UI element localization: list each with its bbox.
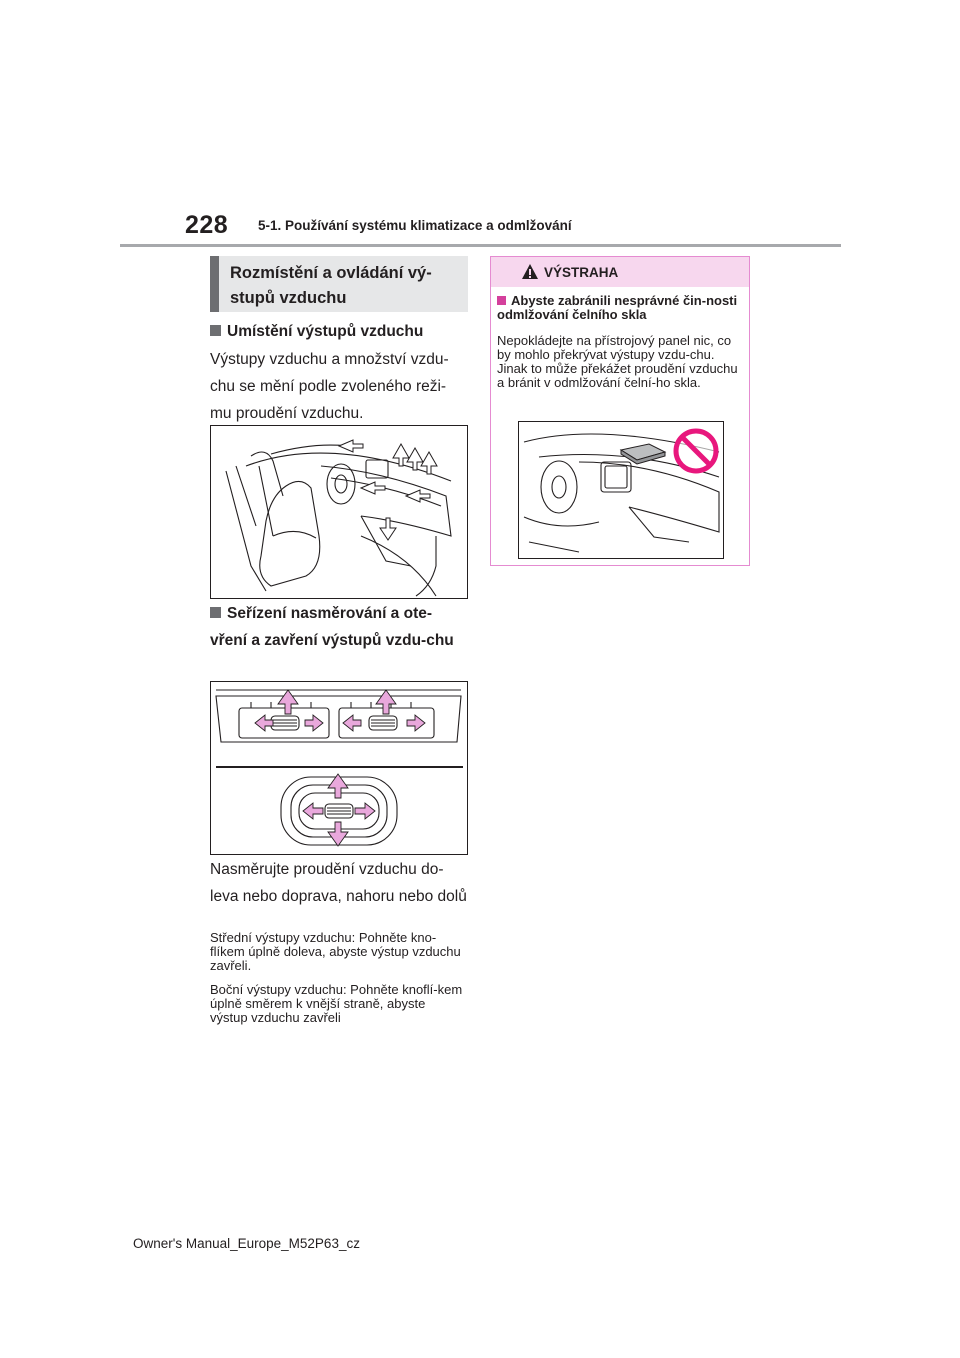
section-heading-title: Rozmístění a ovládání vý-stupů vzduchu: [230, 264, 432, 307]
chapter-title: 5-1. Používání systému klimatizace a odmlžování: [258, 218, 572, 233]
subheading-vent-adjust: [210, 600, 468, 654]
warning-subtitle: [497, 294, 742, 322]
subheading-vent-adjust-text: Seřízení nasměrování a ote-vření a zavření výstupů vzdu-chu: [210, 605, 454, 649]
note-center-vents: Střední výstupy vzduchu: Pohněte kno-flíkem úplně doleva, abyste výstup vzduchu zavřeli.: [210, 930, 461, 973]
note-side-vents: Boční výstupy vzduchu: Pohněte knoflí-kem úplně směrem k vnější straně, abyste výstup vzduchu zavřeli: [210, 982, 463, 1025]
warning-title: VÝSTRAHA: [544, 265, 619, 280]
vent-illustration: [211, 682, 467, 854]
page-number: 228: [185, 211, 229, 239]
footer-manual-id: Owner's Manual_Europe_M52P63_cz: [133, 1236, 360, 1251]
figure-interior-vents: [210, 425, 468, 599]
prohibition-icon: [671, 426, 721, 476]
warning-text: Nepokládejte na přístrojový panel nic, co by mohlo překrývat výstupy vzdu-chu. Jinak to může překážet proudění vzduchu a bránit v odmlžování čelní-ho skla.: [497, 333, 738, 390]
subheading-vent-location-text: Umístění výstupů vzduchu: [227, 323, 424, 340]
warning-box: [490, 256, 750, 566]
warning-subtitle-text: Abyste zabránili nesprávné čin-nosti odmlžování čelního skla: [497, 293, 738, 322]
interior-illustration: [211, 426, 467, 598]
warning-bullet-icon: [497, 296, 506, 305]
vent-adjust-text: Nasměrujte proudění vzduchu do-leva nebo doprava, nahoru nebo dolů: [210, 861, 467, 905]
section-heading: [210, 256, 468, 312]
warning-header: [491, 257, 749, 287]
figure-vent-adjustment: [210, 681, 468, 855]
warning-triangle-icon: [521, 263, 539, 280]
subheading-vent-location: [210, 318, 468, 345]
bullet-square-icon: [210, 325, 221, 336]
figure-dashboard-obstruction: [518, 421, 724, 559]
vent-location-text: Výstupy vzduchu a množství vzdu-chu se mění podle zvoleného reži-mu proudění vzduchu.: [210, 351, 449, 422]
bullet-square-icon: [210, 607, 221, 618]
header-divider: [120, 244, 841, 247]
section-heading-bar: [210, 256, 219, 312]
